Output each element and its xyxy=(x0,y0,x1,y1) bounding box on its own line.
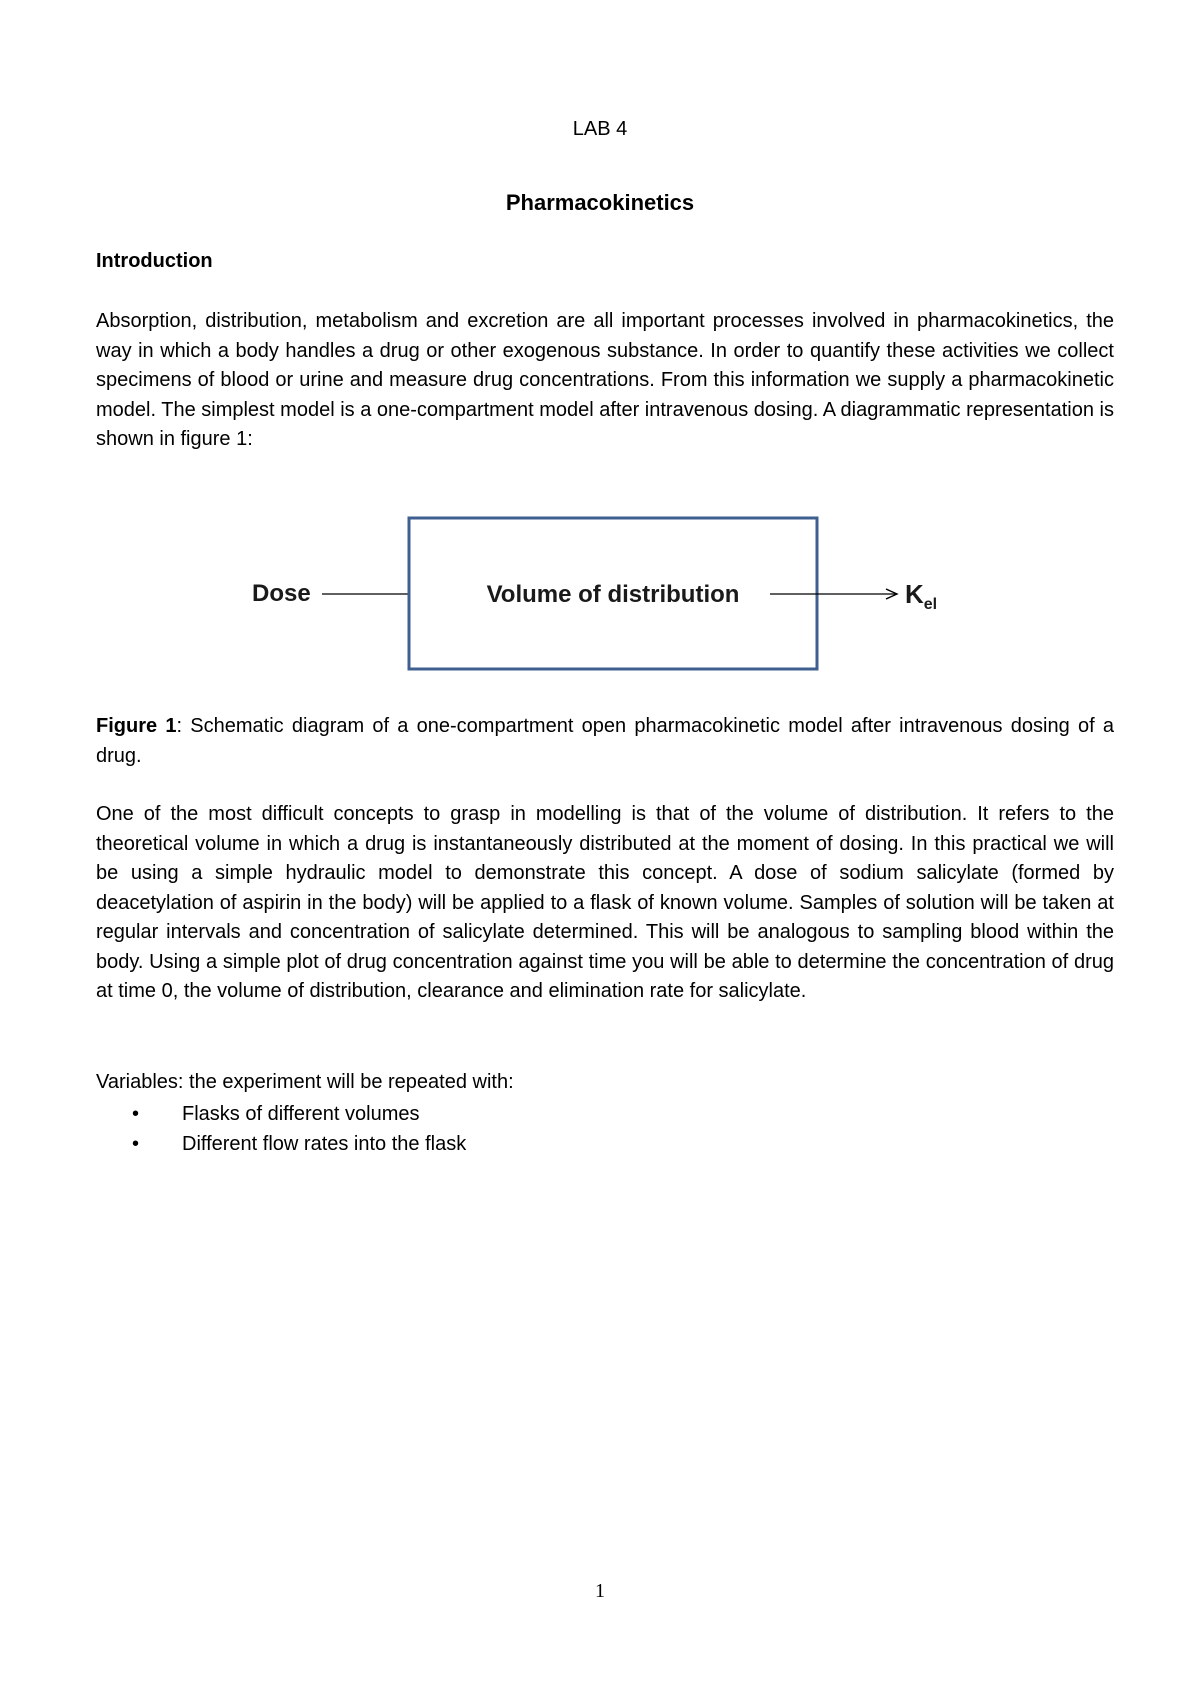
volume-of-distribution-label: Volume of distribution xyxy=(486,581,740,608)
page-number: 1 xyxy=(595,1580,605,1602)
list-item-text: Different flow rates into the flask xyxy=(182,1132,467,1155)
bullet-icon: • xyxy=(132,1103,140,1125)
list-item xyxy=(96,1130,466,1160)
bullet-icon: • xyxy=(132,1132,140,1155)
introduction-heading: Introduction xyxy=(96,250,213,272)
variables-list xyxy=(96,1100,466,1159)
body-paragraph: One of the most difficult concepts to grasp in modelling is that of the volume of distribution. It refers to the theoretical volume in which a drug is instantaneously distributed at the moment of dosing. In this practical we will be using a simple hydraulic model to demonstrate this concept. A dose of sodium salicylate (formed by deacetylation of aspirin in the body) will be applied to a flask of known volume. Samples of solution will be taken at regular intervals and concentration of salicylate determined. This will be analogous to sampling blood within the body. Using a simple plot of drug concentration against time you will be able to determine the concentration of drug at time 0, the volume of distribution, clearance and elimination rate for salicylate. xyxy=(96,803,1114,1002)
page-title: Pharmacokinetics xyxy=(505,190,695,215)
figure-1-diagram xyxy=(240,515,960,680)
kel-subscript: el xyxy=(923,596,938,613)
figure-caption xyxy=(96,712,1114,771)
list-item-text: Flasks of different volumes xyxy=(182,1103,420,1125)
introduction-paragraph: Absorption, distribution, metabolism and excretion are all important processes involved in pharmacokinetics, the way in which a body handles a drug or other exogenous substance. In order to quantify these activities we collect specimens of blood or urine and measure drug concentrations. From this information we supply a pharmacokinetic model. The simplest model is a one-compartment model after intravenous dosing. A diagrammatic representation is shown in figure 1: xyxy=(96,310,1114,450)
variables-lead: Variables: the experiment will be repeated with: xyxy=(96,1071,514,1093)
lab-label: LAB 4 xyxy=(572,118,628,140)
figure-caption-label: Figure 1 xyxy=(96,715,177,737)
dose-label: Dose xyxy=(252,580,311,607)
kel-main: K xyxy=(905,579,924,609)
list-item xyxy=(96,1100,466,1130)
kel-label xyxy=(905,579,937,613)
figure-caption-text: : Schematic diagram of a one-compartment open pharmacokinetic model after intravenous dosing of a drug. xyxy=(96,715,1114,767)
one-compartment-model-diagram xyxy=(240,515,960,680)
